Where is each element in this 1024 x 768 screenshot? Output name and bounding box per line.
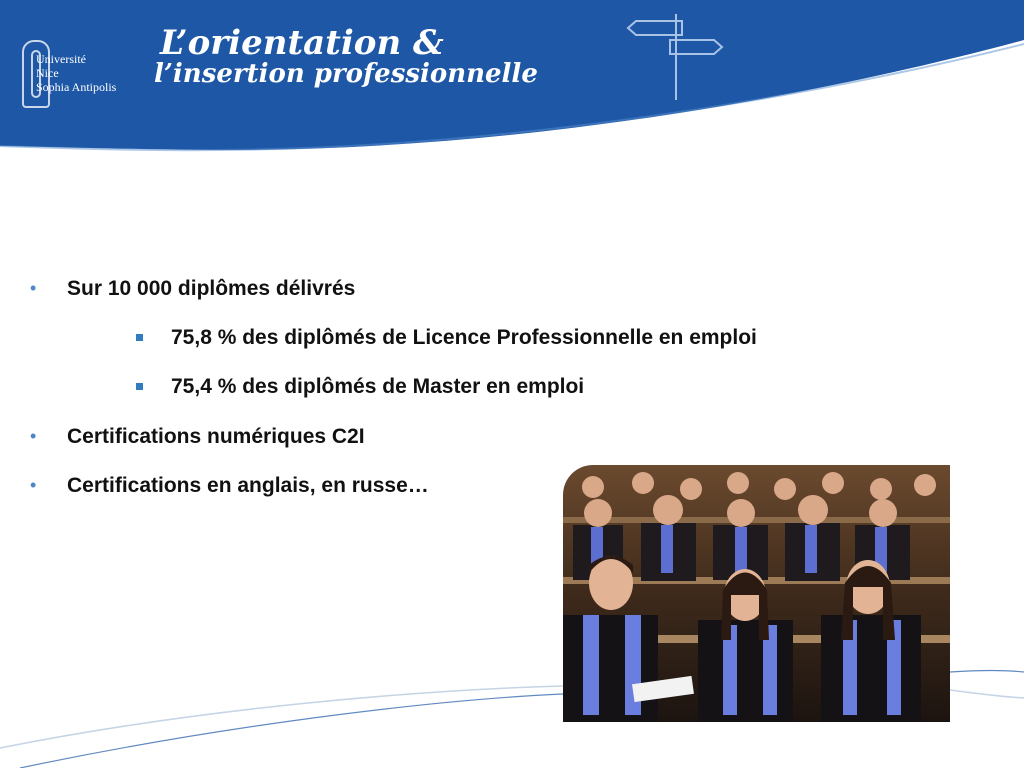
bullet-icon: • bbox=[30, 426, 37, 446]
logo-line-2: Nice bbox=[36, 66, 59, 80]
bullet-item: Certifications numériques C2I bbox=[67, 425, 365, 448]
square-bullet-icon bbox=[136, 383, 143, 390]
graduates-photo bbox=[563, 465, 950, 722]
title-line-1: L’orientation & bbox=[160, 23, 444, 63]
sub-bullet-item: 75,8 % des diplômés de Licence Professionnelle en emploi bbox=[171, 326, 757, 349]
square-bullet-icon bbox=[136, 334, 143, 341]
bullet-item: Sur 10 000 diplômes délivrés bbox=[67, 277, 356, 300]
bullet-icon: • bbox=[30, 278, 37, 298]
bullet-icon: • bbox=[30, 475, 37, 495]
logo-line-3: Sophia Antipolis bbox=[36, 80, 117, 94]
logo-line-1: Université bbox=[36, 52, 86, 66]
title-line-2: l’insertion professionnelle bbox=[154, 59, 538, 89]
bullet-item: Certifications en anglais, en russe… bbox=[67, 474, 429, 497]
sub-bullet-item: 75,4 % des diplômés de Master en emploi bbox=[171, 375, 585, 398]
